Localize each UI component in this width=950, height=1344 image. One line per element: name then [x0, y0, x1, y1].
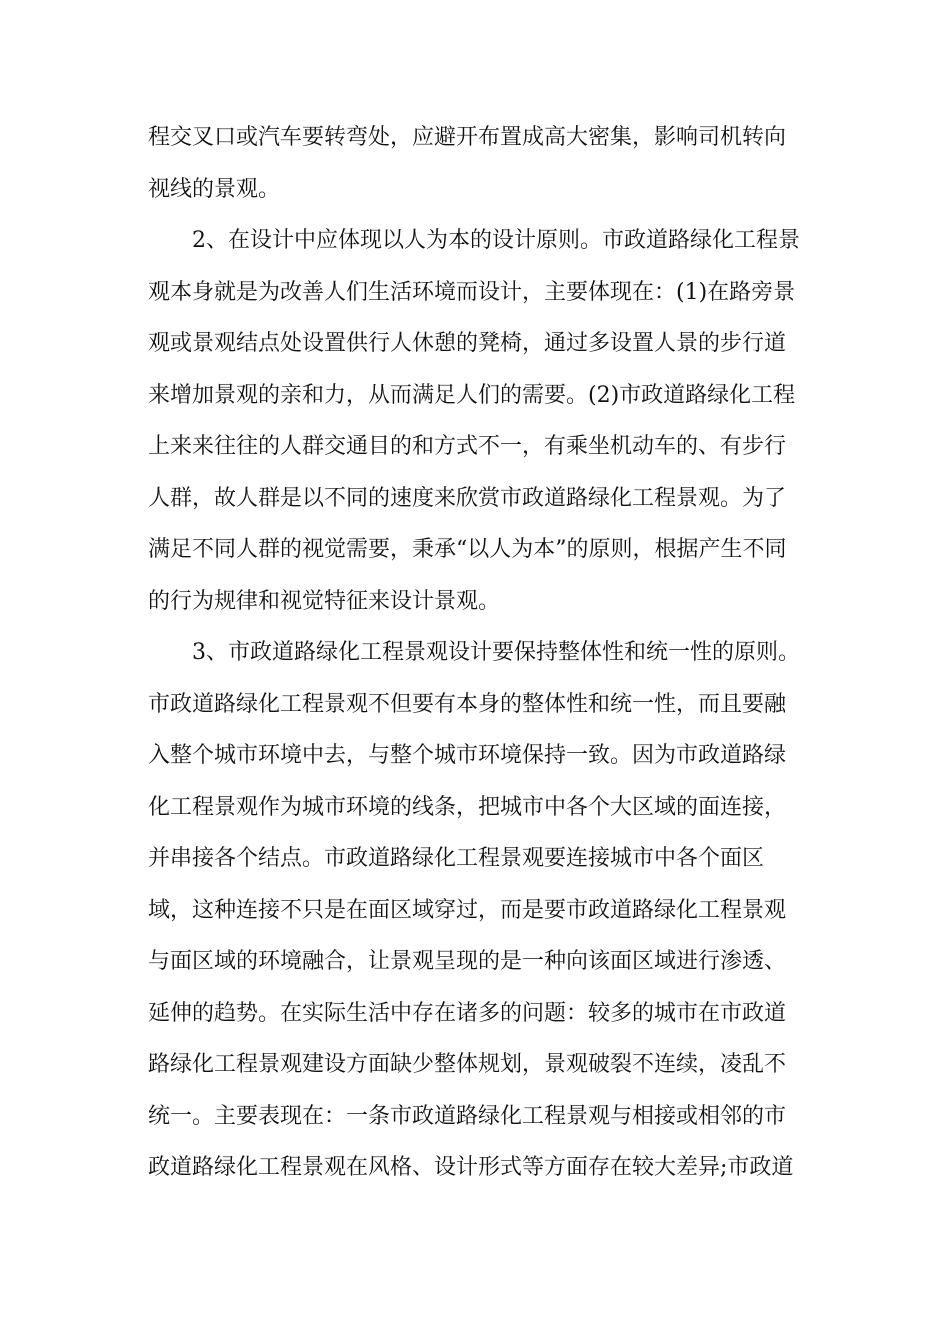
body-text: [148, 112, 808, 1194]
text-line: 统一。主要表现在：一条市政道路绿化工程景观与相接或相邻的市: [148, 1103, 787, 1129]
text-line: 政道路绿化工程景观在风格、设计形式等方面存在较大差异;市政道: [148, 1155, 794, 1180]
text-line: 观本身就是为改善人们生活环境而设计，主要体现在：(1)在路旁景: [148, 279, 796, 305]
text-line: 观或景观结点处设置供行人休憩的凳椅，通过多设置人景的步行道: [148, 331, 787, 356]
text-line: 并串接各个结点。市政道路绿化工程景观要连接城市中各个面区: [148, 846, 765, 871]
text-line: 来增加景观的亲和力，从而满足人们的需要。(2)市政道路绿化工程: [148, 382, 796, 408]
text-line: 市政道路绿化工程景观不但要有本身的整体性和统一性，而且要融: [148, 691, 787, 717]
text-line: 延伸的趋势。在实际生活中存在诸多的问题：较多的城市在市政道: [148, 1000, 787, 1026]
text-line: 化工程景观作为城市环境的线条，把城市中各个大区域的面连接，: [148, 794, 787, 820]
paragraph-start-line: 3、市政道路绿化工程景观设计要保持整体性和统一性的原则。: [192, 640, 800, 665]
text-line: 视线的景观。: [148, 176, 281, 202]
text-line: 域，这种连接不只是在面区域穿过，而是要市政道路绿化工程景观: [148, 897, 787, 923]
text-line: 的行为规律和视觉特征来设计景观。: [148, 588, 501, 614]
text-line: 满足不同人群的视觉需要，秉承“以人为本”的原则，根据产生不同: [148, 537, 787, 562]
text-line: 入整个城市环境中去，与整个城市环境保持一致。因为市政道路绿: [148, 743, 787, 768]
text-line: 与面区域的环境融合，让景观呈现的是一种向该面区域进行渗透、: [148, 949, 787, 974]
text-line: 人群，故人群是以不同的速度来欣赏市政道路绿化工程景观。为了: [148, 485, 787, 511]
text-line: 上来来往往的人群交通目的和方式不一，有乘坐机动车的、有步行: [148, 434, 787, 459]
paragraph-start-line: 2、在设计中应体现以人为本的设计原则。市政道路绿化工程景: [192, 228, 800, 253]
text-line: 路绿化工程景观建设方面缺少整体规划，景观破裂不连续，凌乱不: [148, 1052, 787, 1077]
text-line: 程交叉口或汽车要转弯处，应避开布置成高大密集，影响司机转向: [148, 125, 787, 150]
